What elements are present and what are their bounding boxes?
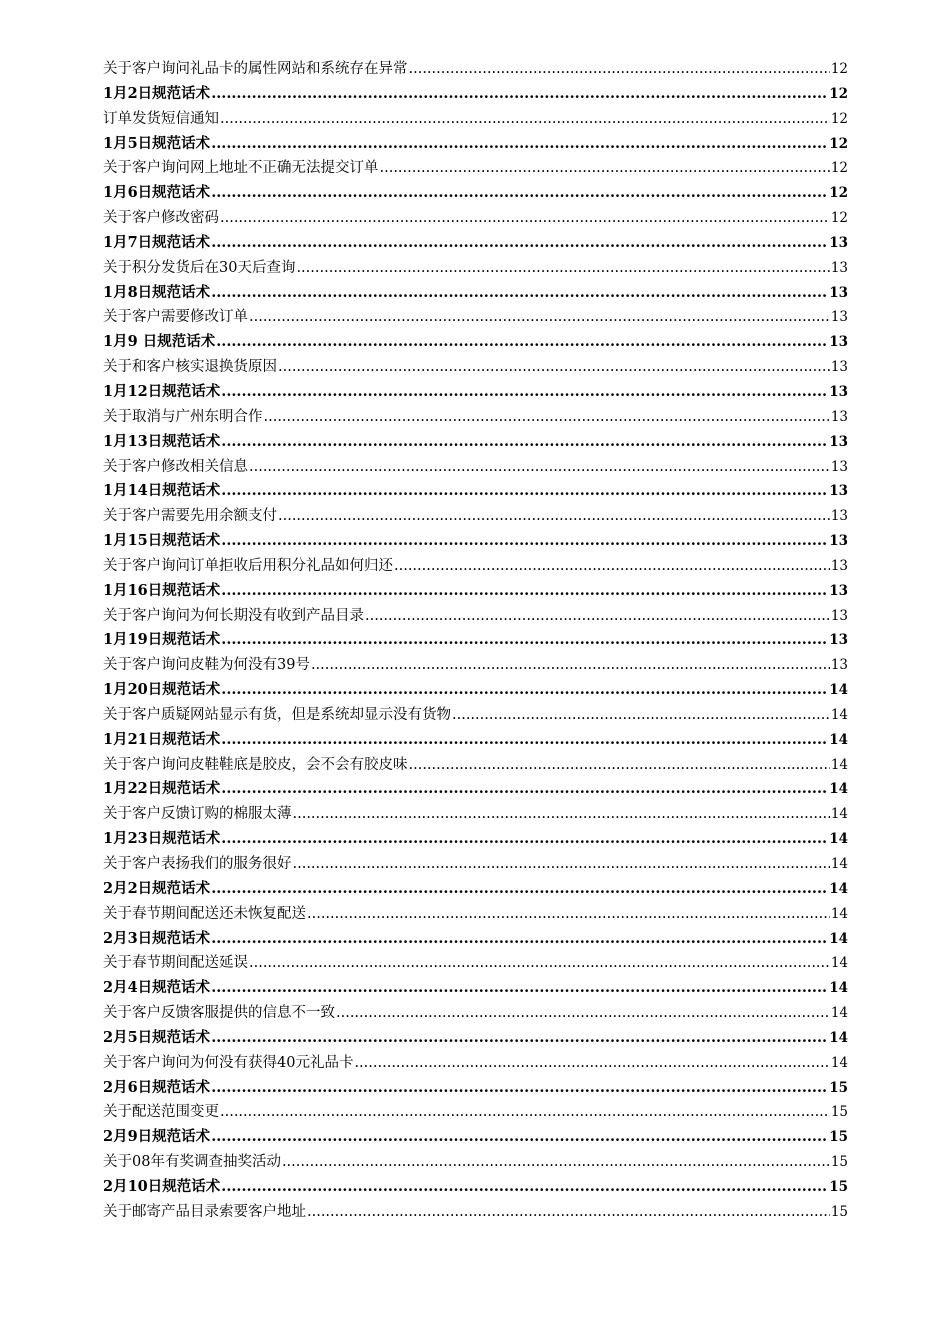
toc-entry[interactable] xyxy=(103,1100,848,1125)
toc-page-number: 15 xyxy=(830,1203,848,1220)
toc-entry-label: 关于客户询问皮鞋为何没有39号 xyxy=(103,657,310,674)
toc-entry[interactable] xyxy=(103,455,848,480)
toc-dot-leader xyxy=(211,1026,828,1051)
toc-page-number: 13 xyxy=(829,632,848,649)
toc-page-number: 12 xyxy=(829,185,848,202)
toc-dot-leader xyxy=(220,107,830,132)
toc-heading-entry[interactable] xyxy=(103,628,848,653)
toc-page-number: 14 xyxy=(830,856,848,872)
toc-dot-leader xyxy=(249,951,830,976)
toc-page-number: 14 xyxy=(830,706,848,723)
toc-entry[interactable] xyxy=(103,206,848,231)
toc-page-number: 14 xyxy=(829,930,848,947)
toc-entry-label: 关于和客户核实退换货原因 xyxy=(103,359,277,376)
toc-entry-label: 2月4日规范话术 xyxy=(103,979,211,997)
toc-page-number: 14 xyxy=(829,880,848,897)
toc-entry-label: 2月2日规范话术 xyxy=(103,879,211,897)
toc-entry[interactable] xyxy=(103,951,848,976)
toc-dot-leader xyxy=(307,1200,830,1225)
toc-entry-label: 关于客户询问皮鞋鞋底是胶皮，会不会有胶皮味 xyxy=(103,756,408,773)
toc-dot-leader xyxy=(293,852,830,877)
toc-entry[interactable] xyxy=(103,554,848,579)
toc-entry-label: 关于春节期间配送延误 xyxy=(103,955,248,972)
toc-page-number: 13 xyxy=(830,557,848,574)
toc-entry-label: 1月7日规范话术 xyxy=(103,233,211,251)
toc-heading-entry[interactable] xyxy=(103,927,848,952)
toc-entry[interactable] xyxy=(103,504,848,529)
toc-entry-label: 1月15日规范话术 xyxy=(103,532,221,550)
toc-heading-entry[interactable] xyxy=(103,231,848,256)
toc-page-number: 14 xyxy=(830,756,848,773)
toc-entry-label: 关于客户反馈订购的棉服太薄 xyxy=(103,806,292,823)
toc-heading-entry[interactable] xyxy=(103,976,848,1001)
toc-entry-label: 1月13日规范话术 xyxy=(103,432,221,450)
toc-entry-label: 关于春节期间配送还未恢复配送 xyxy=(103,905,306,922)
toc-entry[interactable] xyxy=(103,703,848,728)
toc-entry-label: 1月16日规范话术 xyxy=(103,581,221,599)
toc-page-number: 13 xyxy=(829,284,848,301)
toc-page-number: 13 xyxy=(830,508,848,525)
toc-entry-label: 关于客户需要先用余额支付 xyxy=(103,508,277,525)
toc-dot-leader xyxy=(211,927,828,952)
toc-page-number: 13 xyxy=(830,408,848,425)
toc-entry-label: 关于客户修改密码 xyxy=(103,210,219,227)
toc-entry[interactable] xyxy=(103,604,848,629)
toc-entry-label: 关于客户询问为何没有获得40元礼品卡 xyxy=(103,1054,354,1071)
toc-dot-leader xyxy=(336,1001,830,1026)
toc-dot-leader xyxy=(365,604,830,629)
toc-dot-leader xyxy=(211,1125,828,1150)
toc-heading-entry[interactable] xyxy=(103,728,848,753)
toc-entry-label: 2月6日规范话术 xyxy=(103,1078,211,1096)
toc-entry-label: 1月9 日规范话术 xyxy=(103,333,216,351)
toc-entry-label: 关于客户询问礼品卡的属性网站和系统存在异常 xyxy=(103,61,408,77)
toc-heading-entry[interactable] xyxy=(103,1026,848,1051)
toc-page-number: 14 xyxy=(830,806,848,823)
toc-page-number: 13 xyxy=(830,657,848,674)
toc-entry[interactable] xyxy=(103,802,848,827)
toc-page-number: 13 xyxy=(829,533,848,550)
toc-dot-leader xyxy=(221,430,828,455)
toc-entry-label: 关于客户询问网上地址不正确无法提交订单 xyxy=(103,160,379,177)
toc-dot-leader xyxy=(249,455,830,480)
toc-dot-leader xyxy=(211,976,828,1001)
toc-dot-leader xyxy=(211,82,828,107)
toc-dot-leader xyxy=(211,1076,828,1101)
toc-entry[interactable] xyxy=(103,57,848,82)
toc-page-number: 14 xyxy=(829,682,848,699)
toc-page-number: 13 xyxy=(829,334,848,351)
toc-dot-leader xyxy=(296,256,829,281)
toc-page-number: 14 xyxy=(829,980,848,997)
toc-dot-leader xyxy=(264,405,830,430)
toc-page-number: 13 xyxy=(830,259,848,276)
toc-entry-label: 关于08年有奖调查抽奖活动 xyxy=(103,1154,281,1171)
toc-dot-leader xyxy=(278,355,830,380)
toc-page-number: 14 xyxy=(829,731,848,748)
toc-dot-leader xyxy=(221,628,828,653)
toc-entry-label: 1月6日规范话术 xyxy=(103,184,211,202)
toc-page-number: 12 xyxy=(830,160,848,177)
toc-page-number: 13 xyxy=(830,359,848,376)
toc-page-number: 15 xyxy=(829,1129,848,1146)
toc-dot-leader xyxy=(220,206,830,231)
toc-dot-leader xyxy=(307,902,830,927)
toc-entry-label: 关于客户需要修改订单 xyxy=(103,309,248,326)
toc-dot-leader xyxy=(249,305,830,330)
toc-entry-label: 2月3日规范话术 xyxy=(103,929,211,947)
toc-entry[interactable] xyxy=(103,156,848,181)
toc-page-number: 13 xyxy=(829,234,848,251)
toc-entry-label: 1月2日规范话术 xyxy=(103,84,211,102)
toc-entry[interactable] xyxy=(103,1051,848,1076)
toc-page-number: 13 xyxy=(830,309,848,326)
toc-entry-label: 关于客户反馈客服提供的信息不一致 xyxy=(103,1005,335,1022)
toc-entry-label: 关于客户询问订单拒收后用积分礼品如何归还 xyxy=(103,557,393,574)
toc-entry[interactable] xyxy=(103,107,848,132)
toc-heading-entry[interactable] xyxy=(103,430,848,455)
toc-page-number: 15 xyxy=(829,1079,848,1096)
toc-entry-label: 订单发货短信通知 xyxy=(103,110,219,127)
toc-dot-leader xyxy=(221,529,828,554)
toc-dot-leader xyxy=(221,728,828,753)
toc-heading-entry[interactable] xyxy=(103,678,848,703)
toc-heading-entry[interactable] xyxy=(103,330,848,355)
toc-entry-label: 1月12日规范话术 xyxy=(103,382,221,400)
toc-dot-leader xyxy=(211,877,828,902)
toc-page-number: 15 xyxy=(830,1104,848,1121)
toc-page-number: 14 xyxy=(830,1054,848,1071)
toc-dot-leader xyxy=(282,1150,830,1175)
toc-page-number: 12 xyxy=(830,210,848,227)
toc-page-number: 12 xyxy=(830,61,848,77)
toc-heading-entry[interactable] xyxy=(103,579,848,604)
toc-page-number: 12 xyxy=(830,110,848,127)
toc-dot-leader xyxy=(211,132,828,157)
toc-entry-label: 关于客户询问为何长期没有收到产品目录 xyxy=(103,607,364,624)
toc-page-number: 15 xyxy=(829,1178,848,1195)
toc-heading-entry[interactable] xyxy=(103,1125,848,1150)
toc-entry-label: 1月20日规范话术 xyxy=(103,681,221,699)
toc-page-number: 13 xyxy=(829,433,848,450)
toc-dot-leader xyxy=(221,827,828,852)
toc-page-number: 12 xyxy=(829,85,848,102)
toc-dot-leader xyxy=(394,554,830,579)
toc-heading-entry[interactable] xyxy=(103,529,848,554)
toc-page-number: 15 xyxy=(830,1154,848,1171)
toc-entry[interactable] xyxy=(103,852,848,877)
toc-heading-entry[interactable] xyxy=(103,1076,848,1101)
toc-entry-label: 关于邮寄产品目录索要客户地址 xyxy=(103,1203,306,1220)
toc-page-number: 13 xyxy=(830,458,848,475)
toc-dot-leader xyxy=(221,380,828,405)
toc-entry-label: 关于配送范围变更 xyxy=(103,1104,219,1121)
toc-dot-leader xyxy=(211,181,828,206)
toc-page-number: 14 xyxy=(830,1005,848,1022)
toc-heading-entry[interactable] xyxy=(103,281,848,306)
toc-dot-leader xyxy=(221,479,828,504)
toc-dot-leader xyxy=(221,579,828,604)
toc-page-number: 14 xyxy=(829,1029,848,1046)
toc-entry-label: 1月14日规范话术 xyxy=(103,482,221,500)
toc-dot-leader xyxy=(293,802,830,827)
toc-dot-leader xyxy=(221,1175,828,1200)
toc-entry[interactable] xyxy=(103,355,848,380)
toc-entry[interactable] xyxy=(103,753,848,778)
toc-page-number: 14 xyxy=(829,781,848,798)
toc-heading-entry[interactable] xyxy=(103,479,848,504)
toc-heading-entry[interactable] xyxy=(103,877,848,902)
toc-dot-leader xyxy=(452,703,830,728)
toc-entry-label: 1月19日规范话术 xyxy=(103,631,221,649)
toc-entry[interactable] xyxy=(103,902,848,927)
toc-dot-leader xyxy=(278,504,830,529)
toc-heading-entry[interactable] xyxy=(103,132,848,157)
toc-entry[interactable] xyxy=(103,1150,848,1175)
toc-page-number: 14 xyxy=(830,905,848,922)
toc-entry[interactable] xyxy=(103,405,848,430)
toc-dot-leader xyxy=(211,281,828,306)
toc-dot-leader xyxy=(354,1051,829,1076)
toc-entry-label: 2月5日规范话术 xyxy=(103,1028,211,1046)
toc-heading-entry[interactable] xyxy=(103,827,848,852)
toc-entry-label: 关于积分发货后在30天后查询 xyxy=(103,259,296,276)
toc-heading-entry[interactable] xyxy=(103,181,848,206)
toc-entry[interactable] xyxy=(103,1200,848,1225)
toc-entry-label: 1月5日规范话术 xyxy=(103,134,211,152)
toc-page-number: 14 xyxy=(830,955,848,972)
toc-heading-entry[interactable] xyxy=(103,82,848,107)
toc-entry[interactable] xyxy=(103,1001,848,1026)
toc-entry-label: 关于取消与广州东明合作 xyxy=(103,408,263,425)
toc-dot-leader xyxy=(211,231,828,256)
toc-entry-label: 关于客户修改相关信息 xyxy=(103,458,248,475)
toc-entry-label: 1月22日规范话术 xyxy=(103,780,221,798)
toc-dot-leader xyxy=(216,330,828,355)
toc-dot-leader xyxy=(221,678,828,703)
toc-page-number: 14 xyxy=(829,831,848,848)
table-of-contents xyxy=(103,57,848,1225)
toc-entry[interactable] xyxy=(103,653,848,678)
toc-heading-entry[interactable] xyxy=(103,1175,848,1200)
toc-entry-label: 2月10日规范话术 xyxy=(103,1177,221,1195)
toc-dot-leader xyxy=(221,777,828,802)
toc-entry-label: 2月9日规范话术 xyxy=(103,1128,211,1146)
toc-page-number: 12 xyxy=(829,135,848,152)
toc-dot-leader xyxy=(409,753,830,778)
toc-page-number: 13 xyxy=(829,483,848,500)
toc-entry-label: 关于客户质疑网站显示有货，但是系统却显示没有货物 xyxy=(103,706,451,723)
toc-page-number: 13 xyxy=(829,582,848,599)
toc-dot-leader xyxy=(220,1100,830,1125)
toc-entry-label: 1月23日规范话术 xyxy=(103,830,221,848)
toc-heading-entry[interactable] xyxy=(103,380,848,405)
toc-entry[interactable] xyxy=(103,305,848,330)
toc-page-number: 13 xyxy=(830,607,848,624)
toc-page-number: 13 xyxy=(829,383,848,400)
toc-entry-label: 1月21日规范话术 xyxy=(103,730,221,748)
toc-dot-leader xyxy=(380,156,830,181)
toc-entry-label: 关于客户表扬我们的服务很好 xyxy=(103,856,292,872)
toc-dot-leader xyxy=(409,57,830,82)
toc-entry[interactable] xyxy=(103,256,848,281)
toc-dot-leader xyxy=(311,653,830,678)
toc-heading-entry[interactable] xyxy=(103,777,848,802)
toc-entry-label: 1月8日规范话术 xyxy=(103,283,211,301)
